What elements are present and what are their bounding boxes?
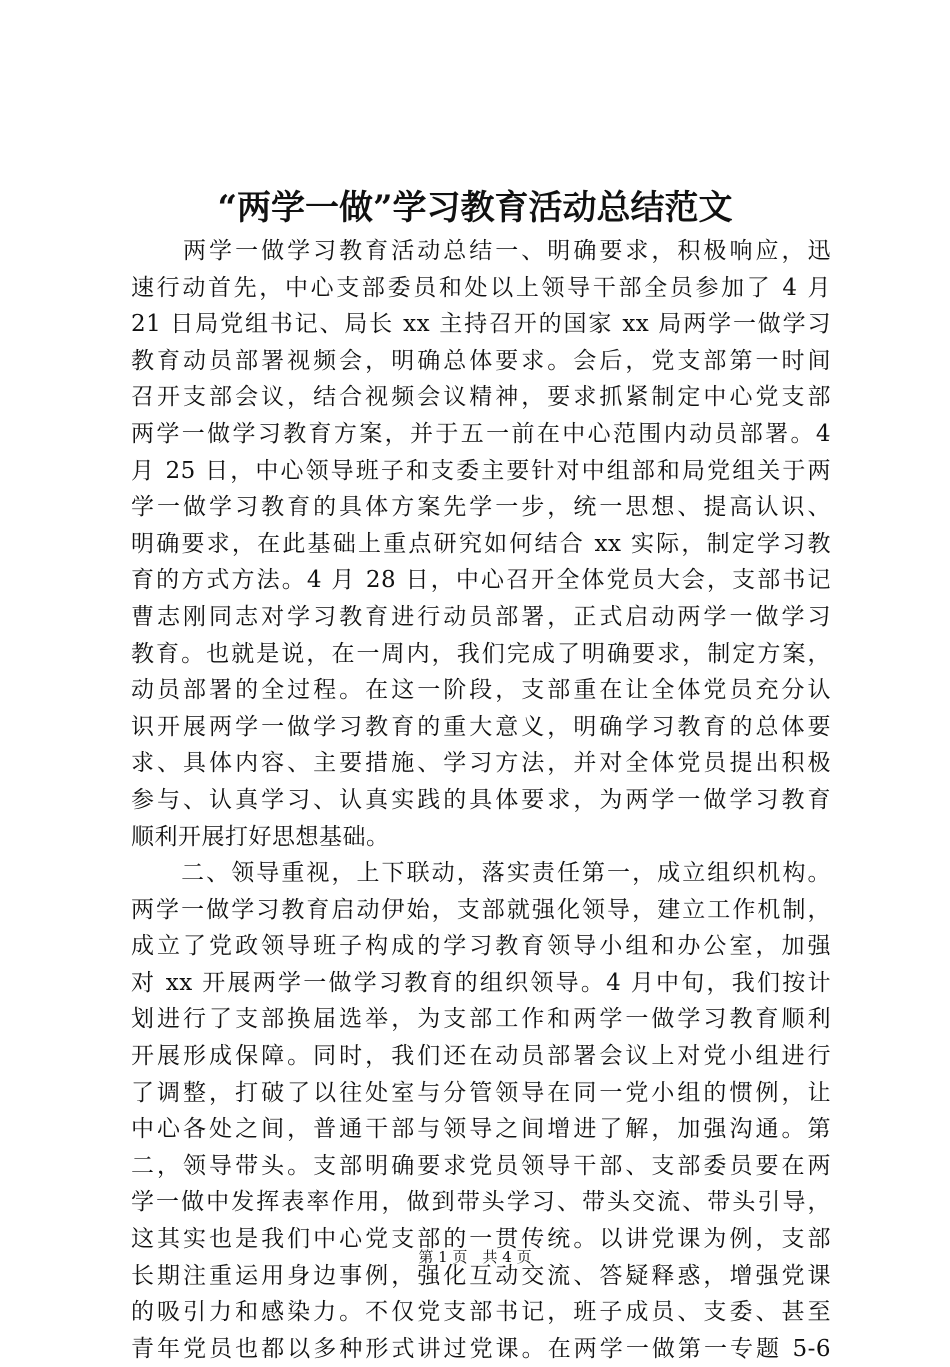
body-line: 这其实也是我们中心党支部的一贯传统。以讲党课为例，支部 <box>131 1226 831 1253</box>
body-line: 中心各处之间，普通干部与领导之间增进了解，加强沟通。第 <box>131 1116 831 1143</box>
body-line: 求、具体内容、主要措施、学习方法，并对全体党员提出积极 <box>131 750 831 777</box>
body-line: 划进行了支部换届选举，为支部工作和两学一做学习教育顺利 <box>131 1006 831 1033</box>
body-line: 了调整，打破了以往处室与分管领导在同一党小组的惯例，让 <box>131 1079 831 1106</box>
body-line: 教育。也就是说，在一周内，我们完成了明确要求，制定方案， <box>131 640 831 667</box>
body-line: 两学一做学习教育启动伊始，支部就强化领导，建立工作机制， <box>131 896 831 923</box>
body-line: 成立了党政领导班子构成的学习教育领导小组和办公室，加强 <box>131 933 831 960</box>
body-line: 学一做学习教育的具体方案先学一步，统一思想、提高认识、 <box>131 494 831 521</box>
body-line: 顺利开展打好思想基础。 <box>131 823 390 850</box>
body-line: 对 xx 开展两学一做学习教育的组织领导。4 月中旬，我们按计 <box>131 969 831 996</box>
body-line: 识开展两学一做学习教育的重大意义，明确学习教育的总体要 <box>131 713 831 740</box>
body-line: 21 日局党组书记、局长 xx 主持召开的国家 xx 局两学一做学习 <box>131 311 831 338</box>
body-line: 明确要求，在此基础上重点研究如何结合 xx 实际，制定学习教 <box>131 530 831 557</box>
page-footer: 第 1 页 共 4 页 <box>418 1248 532 1266</box>
body-line: 两学一做学习教育活动总结一、明确要求，积极响应，迅 <box>131 238 831 264</box>
body-line: 学一做中发挥表率作用，做到带头学习、带头交流、带头引导， <box>131 1189 831 1216</box>
body-line: 召开支部会议，结合视频会议精神，要求抓紧制定中心党支部 <box>131 384 831 411</box>
body-line: 育的方式方法。4 月 28 日，中心召开全体党员大会，支部书记 <box>131 567 831 594</box>
body-line: 青年党员也都以多种形式讲过党课。在两学一做第一专题 5-6 <box>131 1335 831 1362</box>
body-line: 动员部署的全过程。在这一阶段，支部重在让全体党员充分认 <box>131 677 831 704</box>
body-line: 参与、认真学习、认真实践的具体要求，为两学一做学习教育 <box>131 786 831 813</box>
body-line: 长期注重运用身边事例，强化互动交流、答疑释惑，增强党课 <box>131 1262 831 1289</box>
document-body <box>131 233 831 1367</box>
body-line: 教育动员部署视频会，明确总体要求。会后，党支部第一时间 <box>131 347 831 374</box>
document-title: “两学一做”学习教育活动总结范文 <box>217 188 733 228</box>
body-line: 开展形成保障。同时，我们还在动员部署会议上对党小组进行 <box>131 1043 831 1070</box>
body-line: 二，领导带头。支部明确要求党员领导干部、支部委员要在两 <box>131 1152 831 1179</box>
body-line: 的吸引力和感染力。不仅党支部书记，班子成员、支委、甚至 <box>131 1299 831 1326</box>
body-line: 二、领导重视，上下联动，落实责任第一，成立组织机构。 <box>131 860 831 887</box>
body-line: 两学一做学习教育方案，并于五一前在中心范围内动员部署。4 <box>131 420 831 447</box>
body-line: 月 25 日，中心领导班子和支委主要针对中组部和局党组关于两 <box>131 457 831 484</box>
body-line: 速行动首先，中心支部委员和处以上领导干部全员参加了 4 月 <box>131 274 831 301</box>
body-line: 曹志刚同志对学习教育进行动员部署，正式启动两学一做学习 <box>131 603 831 630</box>
